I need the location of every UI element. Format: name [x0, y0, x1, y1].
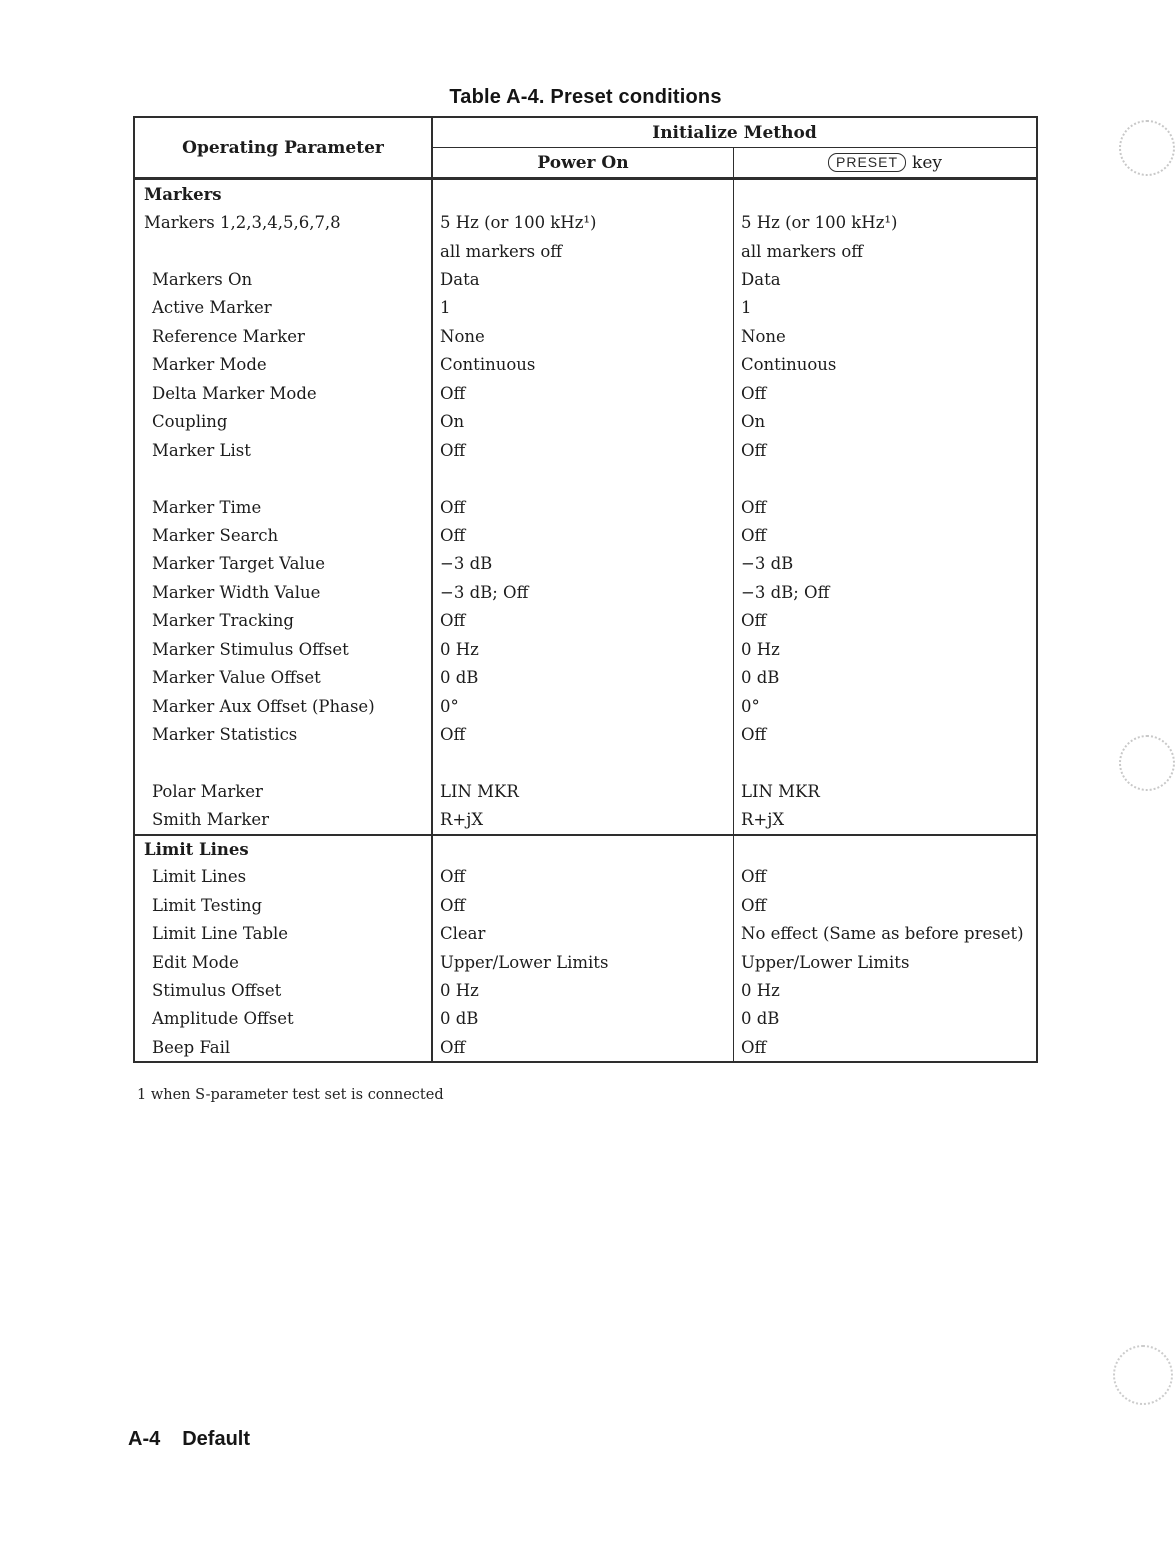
preset-key-cell: Off [741, 525, 767, 545]
preset-key-cell: 0 Hz [741, 980, 780, 1000]
parameter-cell: Marker Value Offset [135, 663, 433, 691]
power-on-cell: 0 Hz [433, 635, 734, 663]
table-row [135, 436, 1036, 464]
power-on-cell: 0 Hz [433, 976, 734, 1004]
power-on-cell: Off [433, 379, 734, 407]
table-body [135, 180, 1036, 1062]
table-row [135, 834, 1036, 862]
preset-key-cell: −3 dB [741, 554, 794, 574]
table-row [135, 294, 1036, 322]
power-on-cell: Off [433, 891, 734, 919]
table-row [135, 863, 1036, 891]
preset-conditions-table [133, 116, 1038, 1063]
preset-key-cell: 5 Hz (or 100 kHz¹) [741, 213, 898, 233]
parameter-cell: Smith Marker [135, 806, 433, 834]
power-on-cell: Off [433, 720, 734, 748]
parameter-cell: Markers 1,2,3,4,5,6,7,8 [135, 208, 433, 236]
preset-key-cell: 1 [741, 298, 752, 318]
table-footnote: 1 when S-parameter test set is connected [137, 1087, 444, 1103]
table-header [135, 118, 1036, 180]
preset-key-cell: Off [741, 440, 767, 460]
power-on-cell: Off [433, 436, 734, 464]
parameter-cell: Active Marker [135, 294, 433, 322]
preset-key-cell: Off [741, 725, 767, 745]
parameter-cell: Reference Marker [135, 322, 433, 350]
table-row [135, 351, 1036, 379]
parameter-cell [135, 749, 433, 777]
table-row [135, 806, 1036, 834]
preset-key-cell [734, 749, 1036, 777]
parameter-cell: Marker Mode [135, 351, 433, 379]
preset-key-cell: Data [741, 270, 781, 290]
power-on-cell: Upper/Lower Limits [433, 948, 734, 976]
column-header-initialize-method: Initialize Method [433, 118, 1036, 148]
power-on-cell: None [433, 322, 734, 350]
preset-key-cell [734, 180, 1036, 208]
parameter-cell: Marker Search [135, 521, 433, 549]
preset-key-cell: Off [741, 383, 767, 403]
power-on-cell: −3 dB [433, 550, 734, 578]
preset-key-cell: Upper/Lower Limits [741, 952, 910, 972]
power-on-cell: 0° [433, 692, 734, 720]
table-row [135, 663, 1036, 691]
power-on-cell [433, 180, 734, 208]
power-on-cell [433, 836, 734, 862]
preset-key-cell: None [741, 326, 786, 346]
power-on-cell: 0 dB [433, 1005, 734, 1033]
table-row [135, 578, 1036, 606]
preset-key-cell: Continuous [741, 355, 837, 375]
power-on-cell: Off [433, 493, 734, 521]
power-on-cell: Off [433, 521, 734, 549]
preset-key-cell: 0 dB [741, 668, 780, 688]
preset-key-cell: No effect (Same as before preset) [741, 924, 1024, 944]
table-row [135, 607, 1036, 635]
preset-key-cell: 0 dB [741, 1009, 780, 1029]
parameter-cell: Amplitude Offset [135, 1005, 433, 1033]
initialize-method-header-group [433, 118, 1036, 177]
power-on-cell: 1 [433, 294, 734, 322]
parameter-cell: Marker Width Value [135, 578, 433, 606]
column-header-preset-key [734, 148, 1036, 177]
table-row [135, 208, 1036, 236]
page-title: Table A-4. Preset conditions [449, 86, 722, 108]
parameter-cell: Markers On [135, 265, 433, 293]
parameter-cell: Marker Tracking [135, 607, 433, 635]
table-row [135, 521, 1036, 549]
table-row [135, 180, 1036, 208]
table-row [135, 379, 1036, 407]
power-on-cell: LIN MKR [433, 777, 734, 805]
parameter-cell: Polar Marker [135, 777, 433, 805]
sub-header-row [433, 148, 1036, 177]
table-row [135, 237, 1036, 265]
preset-key-cell: 0 Hz [741, 639, 780, 659]
preset-key-cell: LIN MKR [741, 781, 820, 801]
table-row [135, 322, 1036, 350]
parameter-cell: Marker Statistics [135, 720, 433, 748]
scan-artifact-ring [1119, 735, 1175, 791]
table-row [135, 948, 1036, 976]
preset-key-cell: Off [741, 867, 767, 887]
parameter-cell: Beep Fail [135, 1033, 433, 1061]
power-on-cell: −3 dB; Off [433, 578, 734, 606]
power-on-cell: Off [433, 607, 734, 635]
table-row [135, 692, 1036, 720]
preset-key-cell: all markers off [741, 241, 864, 261]
parameter-cell: Limit Lines [135, 836, 433, 862]
power-on-cell: Clear [433, 919, 734, 947]
table-row [135, 464, 1036, 492]
parameter-cell: Marker Time [135, 493, 433, 521]
power-on-cell: Data [433, 265, 734, 293]
parameter-cell: Limit Testing [135, 891, 433, 919]
table-row [135, 265, 1036, 293]
power-on-cell: all markers off [433, 237, 734, 265]
page-footer [128, 1428, 250, 1451]
table-row [135, 1033, 1036, 1061]
power-on-cell: Off [433, 1033, 734, 1061]
parameter-cell: Limit Line Table [135, 919, 433, 947]
preset-key-cell: On [741, 412, 766, 432]
parameter-cell: Delta Marker Mode [135, 379, 433, 407]
preset-keycap: PRESET [828, 153, 906, 172]
preset-key-cell: −3 dB; Off [741, 582, 830, 602]
table-row [135, 777, 1036, 805]
column-header-operating-parameter: Operating Parameter [135, 118, 433, 177]
scan-artifact-ring [1113, 1345, 1173, 1405]
power-on-cell: R+jX [433, 806, 734, 834]
preset-key-cell: Off [741, 497, 767, 517]
parameter-cell: Marker Aux Offset (Phase) [135, 692, 433, 720]
parameter-cell [135, 464, 433, 492]
scan-artifact-ring [1119, 120, 1175, 176]
power-on-cell [433, 464, 734, 492]
footer-section-label: Default [182, 1428, 251, 1450]
preset-key-cell [734, 464, 1036, 492]
parameter-cell: Marker Stimulus Offset [135, 635, 433, 663]
parameter-cell: Markers [135, 180, 433, 208]
parameter-cell: Limit Lines [135, 863, 433, 891]
parameter-cell: Marker List [135, 436, 433, 464]
preset-key-cell: 0° [741, 696, 760, 716]
parameter-cell [135, 237, 433, 265]
power-on-cell: Off [433, 863, 734, 891]
parameter-cell: Edit Mode [135, 948, 433, 976]
table-row [135, 1005, 1036, 1033]
preset-key-cell [734, 836, 1036, 862]
power-on-cell: On [433, 408, 734, 436]
preset-key-cell: Off [741, 895, 767, 915]
page-number: A-4 [128, 1428, 161, 1450]
preset-key-cell: Off [741, 1037, 767, 1057]
preset-key-cell: Off [741, 611, 767, 631]
power-on-cell: 5 Hz (or 100 kHz¹) [433, 208, 734, 236]
parameter-cell: Coupling [135, 408, 433, 436]
parameter-cell: Marker Target Value [135, 550, 433, 578]
parameter-cell: Stimulus Offset [135, 976, 433, 1004]
table-row [135, 550, 1036, 578]
table-row [135, 749, 1036, 777]
table-row [135, 976, 1036, 1004]
table-row [135, 919, 1036, 947]
table-row [135, 493, 1036, 521]
power-on-cell: 0 dB [433, 663, 734, 691]
table-row [135, 891, 1036, 919]
preset-key-cell: R+jX [741, 810, 785, 830]
table-row [135, 720, 1036, 748]
table-row [135, 635, 1036, 663]
power-on-cell [433, 749, 734, 777]
column-header-power-on: Power On [433, 148, 734, 177]
preset-key-suffix: key [912, 152, 942, 173]
power-on-cell: Continuous [433, 351, 734, 379]
table-row [135, 408, 1036, 436]
